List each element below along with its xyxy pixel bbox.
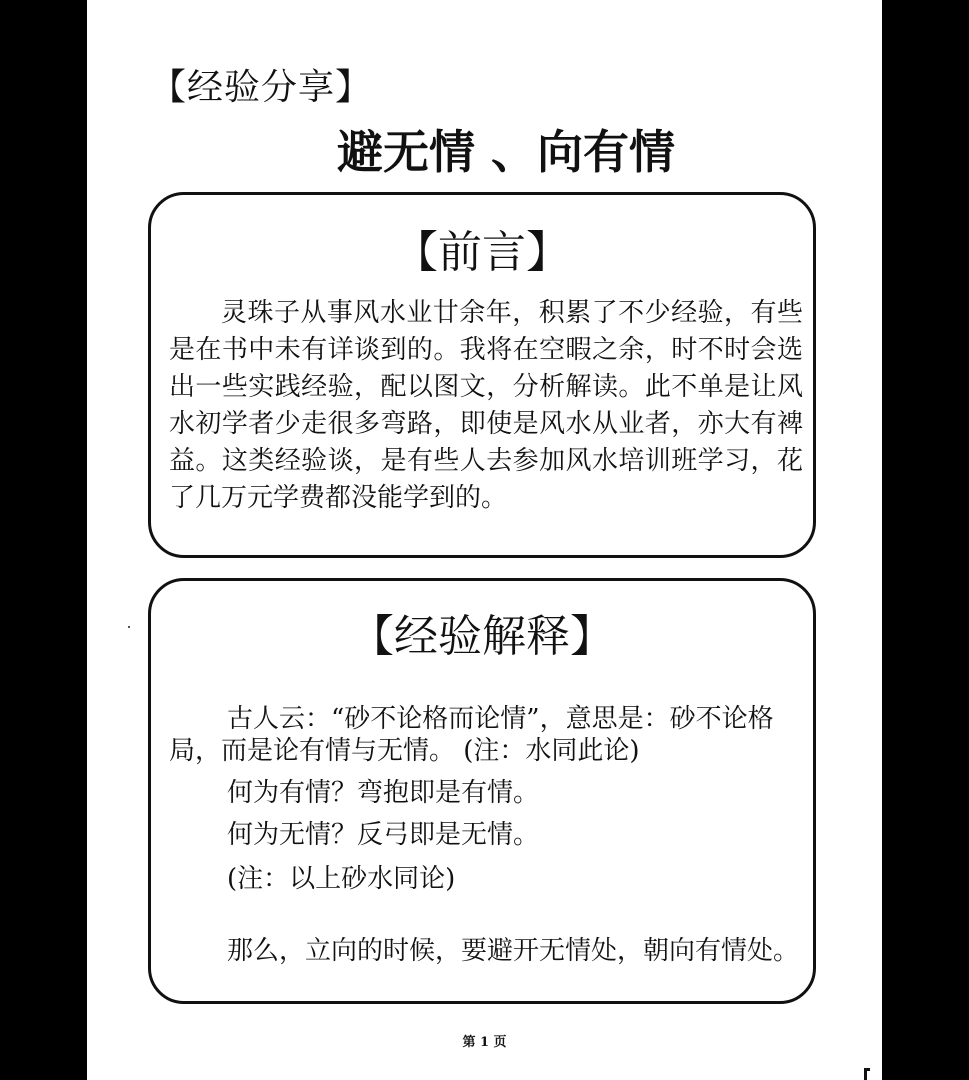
- explain-paragraph-1: [169, 703, 803, 767]
- section-tag: 【经验分享】: [150, 67, 373, 108]
- intro-body: 灵珠子从事风水业廿余年，积累了不少经验，有些是在书中未有详谈到的。我将在空暇之余，时不时会选出一些实践经验，配以图文，分析解读。此不单是让风水初学者少走很多弯路，即使是风水从业者，亦大有裨益。这类经验谈，是有些人去参加风水培训班学习，花了几万元学费都没能学到的。: [169, 298, 803, 513]
- explain-heading: 【经验解释】: [350, 611, 614, 662]
- explain-line-5: 那么，立向的时候，要避开无情处，朝向有情处。: [227, 936, 800, 966]
- explain-line-2: 何为有情？弯抱即是有情。: [227, 778, 540, 808]
- explain-line-3: 何为无情？反弓即是无情。: [227, 820, 540, 850]
- page-title: 避无情 、向有情: [336, 125, 675, 179]
- page-number: 第 1 页: [462, 1035, 507, 1050]
- explain-box: [148, 578, 816, 1004]
- intro-box: [148, 192, 816, 558]
- corner-mark: [864, 1068, 870, 1080]
- explain-line-1a: 古人云：“砂不论格而论情”，意思是：砂不论格: [227, 704, 774, 734]
- stray-dot: [128, 626, 130, 628]
- explain-line-4: (注：以上砂水同论): [227, 864, 456, 894]
- intro-heading: 【前言】: [394, 227, 570, 278]
- explain-line-1b: 局，而是论有情与无情。 (注：水同此论): [169, 736, 640, 766]
